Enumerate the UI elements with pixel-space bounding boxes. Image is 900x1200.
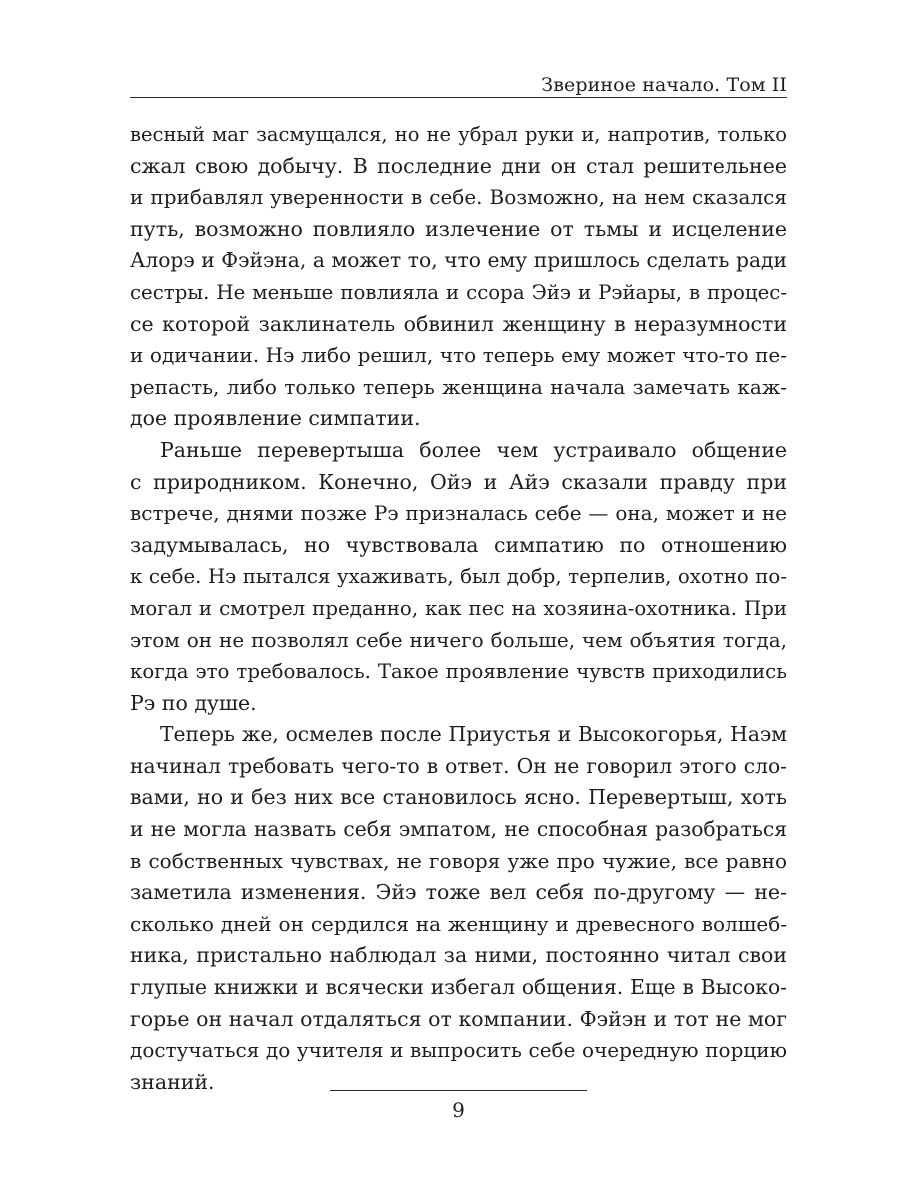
text-line: глупые книжки и всячески избегал общения. Еще в Высоко- xyxy=(130,975,787,1000)
text-line: сжал свою добычу. В последние дни он стал решительнее xyxy=(130,153,787,178)
text-line: в собственных чувствах, не говоря уже про чужие, все равно xyxy=(130,848,787,873)
text-line: дое проявление симпатии. xyxy=(130,406,421,431)
text-line: весный маг засмущался, но не убрал руки и, напротив, только xyxy=(130,123,787,146)
text-line: сестры. Не меньше повлияла и ссора Эйэ и Рэйары, в процес- xyxy=(130,280,787,304)
text-line: сколько дней он сердился на женщину и древесного волшеб- xyxy=(130,911,787,936)
text-line: и одичании. Нэ либо решил, что теперь ему может что-то пе- xyxy=(130,343,787,368)
body-text xyxy=(130,119,787,1098)
text-line: Теперь же, осмелев после Приустья и Высокогорья, Наэм xyxy=(160,722,787,747)
text-line: и прибавлял уверенности в себе. Возможно, на нем сказался xyxy=(130,185,787,210)
text-line: ника, пристально наблюдал за ними, постоянно читал свои xyxy=(130,943,787,968)
text-line: этом он не позволял себе ничего больше, чем объятия тогда, xyxy=(130,627,787,652)
text-line: когда это требовалось. Такое проявление чувств приходились xyxy=(130,660,787,684)
text-line: Раньше перевертыша более чем устраивало общение xyxy=(160,437,787,462)
text-line: и не могла назвать себя эмпатом, не способная разобраться xyxy=(130,817,787,842)
text-line: Рэ по душе. xyxy=(130,690,257,715)
text-line: к себе. Нэ пытался ухаживать, был добр, терпелив, охотно по- xyxy=(130,565,787,589)
text-line: вами, но и без них все становилось ясно. Перевертыш, хоть xyxy=(130,785,787,810)
text-line: Алорэ и Фэйэна, а может то, что ему пришлось сделать ради xyxy=(130,248,787,273)
text-line: заметила изменения. Эйэ тоже вел себя по-другому — не- xyxy=(130,880,787,905)
text-line: горье он начал отдаляться от компании. Фэйэн и тот не мог xyxy=(130,1006,787,1031)
text-line: начинал требовать чего-то в ответ. Он не говорил этого сло- xyxy=(130,753,787,778)
text-line: задумывалась, но чувствовала симпатию по отношению xyxy=(130,532,787,557)
text-line: репасть, либо только теперь женщина начала замечать каж- xyxy=(130,374,787,399)
running-head xyxy=(130,64,787,98)
page-number: 9 xyxy=(452,1098,465,1122)
text-line: встрече, днями позже Рэ призналась себе — она, может и не xyxy=(130,501,787,526)
text-line: знаний. xyxy=(130,1069,215,1094)
text-line: могал и смотрел преданно, как пес на хозяина-охотника. При xyxy=(130,596,787,620)
text-line: се которой заклинатель обвинил женщину в неразумности xyxy=(130,311,787,336)
footer-rule xyxy=(330,1090,587,1091)
running-title: Звериное начало. Том II xyxy=(541,74,787,96)
text-line: с природником. Конечно, Ойэ и Айэ сказали правду при xyxy=(130,469,787,494)
text-line: достучаться до учителя и выпросить себе очередную порцию xyxy=(130,1038,787,1063)
text-line: путь, возможно повлияло излечение от тьмы и исцеление xyxy=(130,216,787,241)
